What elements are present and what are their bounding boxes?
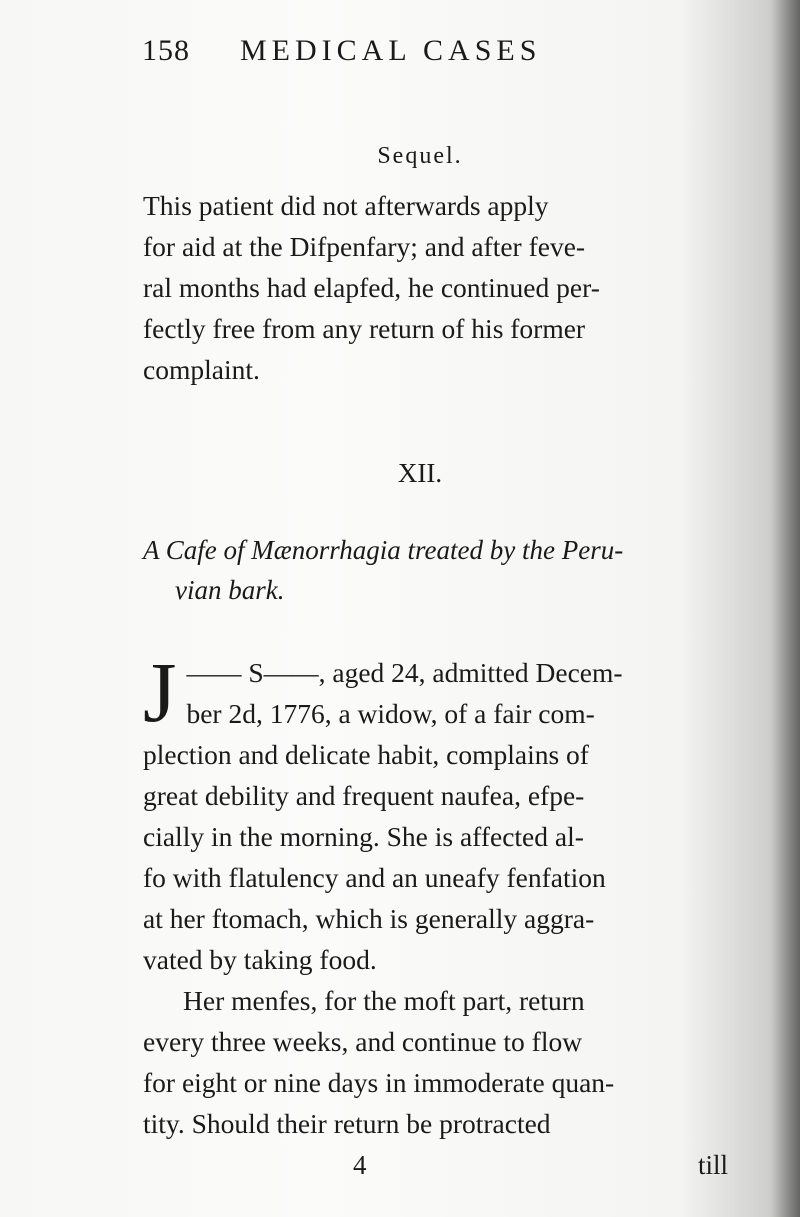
text-line: —— S——, aged 24, admitted Decem-	[186, 657, 623, 688]
running-header	[142, 30, 622, 74]
running-title: MEDICAL CASES	[240, 34, 542, 67]
text-line: tity. Should their return be protracted	[143, 1108, 551, 1139]
text-line: fo with flatulency and an uneafy fenfation	[143, 862, 606, 893]
case-title	[143, 530, 728, 610]
text-line: vated by taking food.	[143, 944, 377, 975]
page-gutter-shadow	[772, 0, 800, 1217]
text-line: for aid at the Difpenfary; and after feve-	[143, 231, 586, 262]
drop-cap: J	[143, 644, 177, 740]
text-line: cially in the morning. She is affected al-	[143, 821, 584, 852]
text-line: at her ftomach, which is generally aggra-	[143, 903, 595, 934]
sequel-paragraph	[143, 185, 728, 390]
text-line: plection and delicate habit, complains of	[143, 739, 589, 770]
catchword: till	[697, 1150, 728, 1180]
text-line: every three weeks, and continue to flow	[143, 1026, 583, 1057]
case-title-line: A Cafe of Mænorrhagia treated by the Peru-	[143, 535, 624, 565]
signature-mark: 4	[353, 1150, 367, 1180]
case-paragraph-1	[143, 644, 728, 1144]
text-line: great debility and frequent naufea, efpe-	[143, 780, 585, 811]
text-line: ral months had elapfed, he continued per-	[143, 272, 600, 303]
text-line: This patient did not afterwards apply	[143, 190, 549, 221]
case-numeral: XII.	[397, 458, 443, 488]
text-line: fectly free from any return of his former	[143, 313, 586, 344]
page-footer	[143, 1150, 728, 1190]
text-line: ber 2d, 1776, a widow, of a fair com-	[186, 698, 595, 729]
page-number: 158	[142, 34, 190, 67]
text-line: for eight or nine days in immoderate quan-	[143, 1067, 615, 1098]
case-title-line: vian bark.	[175, 575, 285, 605]
text-line: Her menfes, for the moft part, return	[183, 985, 585, 1016]
sequel-heading: Sequel.	[377, 143, 463, 169]
text-line: complaint.	[143, 354, 260, 385]
